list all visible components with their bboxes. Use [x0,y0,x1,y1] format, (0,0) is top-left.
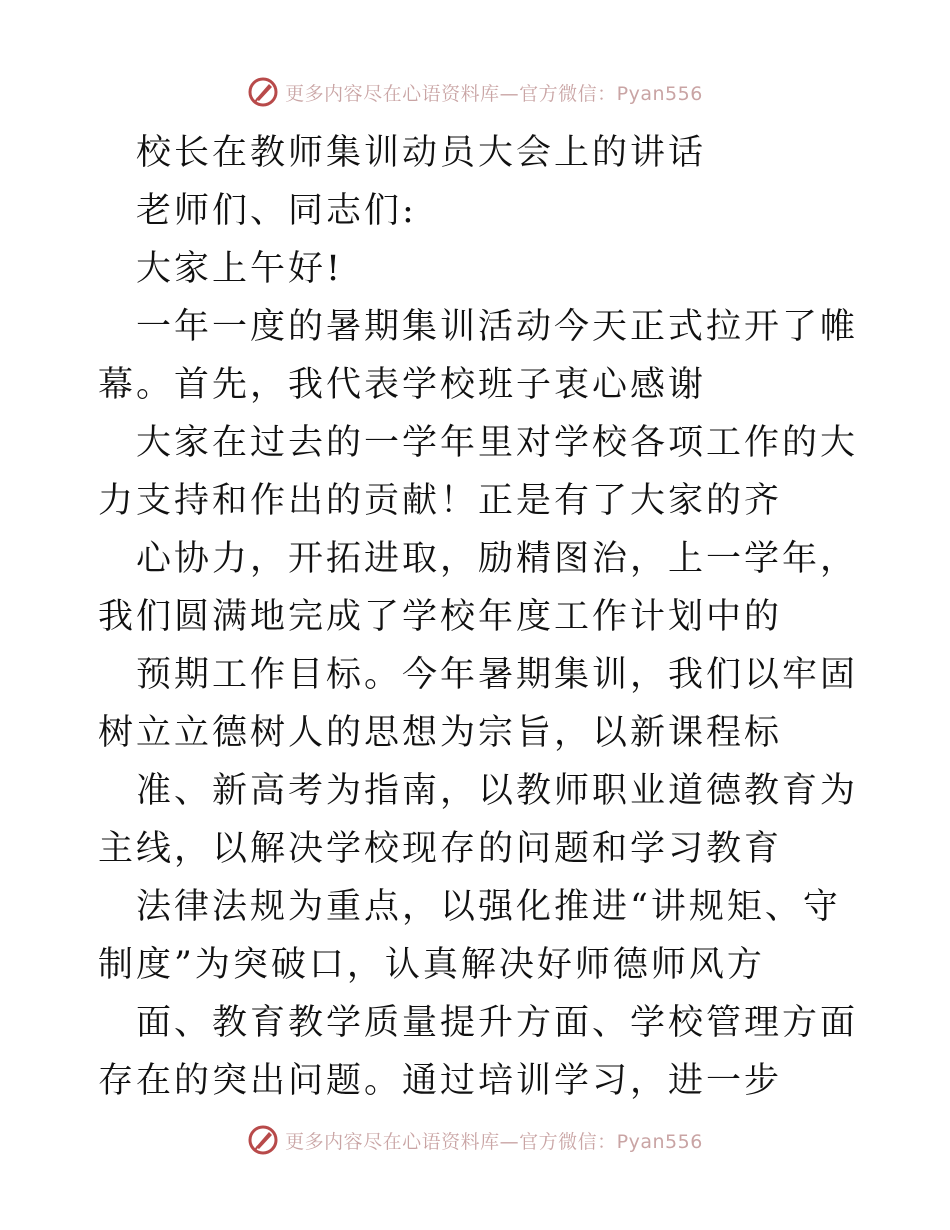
paragraph: 大家在过去的一学年里对学校各项工作的大力支持和作出的贡献！正是有了大家的齐 [98,423,859,521]
footer-watermark [0,1118,950,1162]
paragraph: 预期工作目标。今年暑期集训，我们以牢固树立立德树人的思想为宗旨，以新课程标 [98,655,859,753]
quill-pen-circle-icon [247,1124,279,1156]
paragraph: 法律法规为重点，以强化推进“讲规矩、守制度”为突破口，认真解决好师德师风方 [98,887,841,985]
watermark-text: 更多内容尽在心语资料库—官方微信：Pyan556 [285,82,703,105]
document-title: 校长在教师集训动员大会上的讲话 [136,133,707,173]
document-body [98,124,858,1110]
watermark-text: 更多内容尽在心语资料库—官方微信：Pyan556 [285,1130,703,1153]
paragraph: 大家上午好! [136,249,344,289]
quill-pen-circle-icon [247,76,279,108]
paragraph: 心协力，开拓进取，励精图治，上一学年，我们圆满地完成了学校年度工作计划中的 [98,539,859,637]
paragraph: 准、新高考为指南，以教师职业道德教育为主线，以解决学校现存的问题和学习教育 [98,771,859,869]
paragraph: 一年一度的暑期集训活动今天正式拉开了帷幕。首先，我代表学校班子衷心感谢 [98,307,859,405]
paragraph: 面、教育教学质量提升方面、学校管理方面存在的突出问题。通过培训学习，进一步 [98,1003,859,1101]
paragraph: 老师们、同志们: [136,191,417,231]
header-watermark [0,70,950,114]
